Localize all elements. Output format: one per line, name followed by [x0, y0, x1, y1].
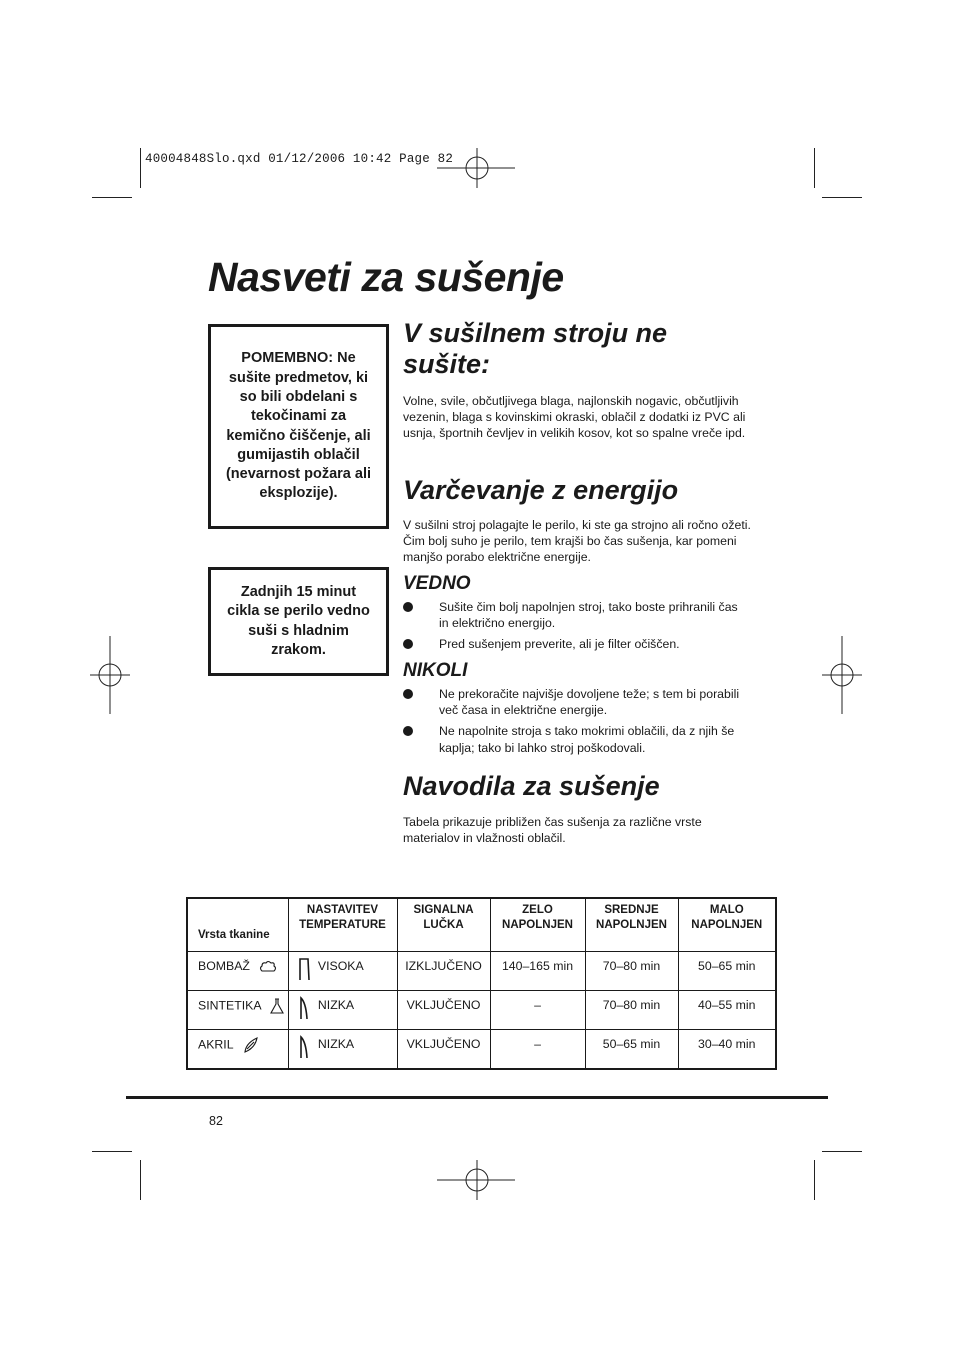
crop-mark: [814, 148, 815, 188]
always-list: [403, 599, 744, 658]
drying-time-table: [186, 897, 777, 1070]
cell-low-full: 50–65 min: [678, 952, 776, 991]
table-row: [187, 952, 776, 991]
cell-very-full: 140–165 min: [490, 952, 585, 991]
bullet-icon: [403, 726, 413, 736]
low-temperature-icon: [297, 995, 311, 1021]
crop-mark: [814, 1160, 815, 1200]
high-temperature-icon: [297, 956, 311, 982]
cell-fabric: BOMBAŽ: [187, 952, 288, 991]
cell-temperature: NIZKA: [288, 991, 397, 1030]
crop-mark: [92, 1151, 132, 1152]
header-very-full: ZELO NAPOLNJEN: [490, 898, 585, 952]
cell-medium-full: 50–65 min: [585, 1030, 678, 1070]
section-heading-instructions: Navodila za sušenje: [403, 771, 660, 801]
bullet-icon: [403, 602, 413, 612]
cell-temperature: NIZKA: [288, 1030, 397, 1070]
bullet-icon: [403, 639, 413, 649]
page-number: 82: [209, 1114, 223, 1128]
header-fabric-type: Vrsta tkanine: [187, 898, 288, 952]
page-title: Nasveti za sušenje: [208, 254, 564, 300]
cell-medium-full: 70–80 min: [585, 991, 678, 1030]
crop-mark: [822, 1151, 862, 1152]
cell-signal-light: IZKLJUČENO: [397, 952, 490, 991]
header-signal-light: SIGNALNA LUČKA: [397, 898, 490, 952]
header-low-full: MALO NAPOLNJEN: [678, 898, 776, 952]
cell-very-full: –: [490, 991, 585, 1030]
header-temperature: NASTAVITEV TEMPERATURE: [288, 898, 397, 952]
never-list: [403, 686, 744, 761]
crop-mark: [822, 197, 862, 198]
subheading-never: NIKOLI: [403, 660, 468, 681]
crop-mark: [92, 197, 132, 198]
synthetic-icon: [270, 998, 284, 1014]
cell-temperature: VISOKA: [288, 952, 397, 991]
footer-rule: [126, 1096, 828, 1099]
section-text-instructions: Tabela prikazuje približen čas sušenja za različne vrste materialov in vlažnosti oblačil.: [403, 815, 702, 846]
cooling-note-text: Zadnjih 15 minut cikla se perilo vedno suši s hladnim zrakom.: [227, 583, 370, 658]
cell-fabric: SINTETIKA: [187, 991, 288, 1030]
important-warning-text: POMEMBNO: Ne sušite predmetov, ki so bili obdelani s tekočinami za kemično čiščenje, ali gumijastih oblačil (nevarnost požara ali eksplozije).: [225, 350, 372, 502]
acrylic-icon: [243, 1037, 259, 1053]
cell-medium-full: 70–80 min: [585, 952, 678, 991]
section-text-energy: V sušilni stroj polagajte le perilo, ki ste ga strojno ali ročno ožeti. Čim bolj suho je perilo, tem krajši bo čas sušenja, kar pomeni manjšo porabo električne energije.: [403, 518, 751, 565]
registration-mark-icon: [90, 636, 130, 714]
cell-low-full: 30–40 min: [678, 1030, 776, 1070]
table-header-row: [187, 898, 776, 952]
subheading-always: VEDNO: [403, 573, 471, 594]
header-medium-full: SREDNJE NAPOLNJEN: [585, 898, 678, 952]
cotton-icon: [259, 960, 277, 974]
crop-mark: [140, 148, 141, 188]
cell-signal-light: VKLJUČENO: [397, 1030, 490, 1070]
cooling-note-box: [208, 567, 389, 676]
cell-very-full: –: [490, 1030, 585, 1070]
section-heading-energy: Varčevanje z energijo: [403, 475, 679, 505]
registration-mark-icon: [822, 636, 862, 714]
list-item: Sušite čim bolj napolnjen stroj, tako boste prihranili čas in električno energijo.: [403, 599, 744, 631]
crop-mark: [140, 1160, 141, 1200]
cell-signal-light: VKLJUČENO: [397, 991, 490, 1030]
cell-low-full: 40–55 min: [678, 991, 776, 1030]
cell-fabric: AKRIL: [187, 1030, 288, 1070]
low-temperature-icon: [297, 1034, 311, 1060]
registration-mark-icon: [437, 1160, 517, 1200]
section-text-no-dry: Volne, svile, občutljivega blaga, najlonskih nogavic, občutljivih vezenin, blaga s kovinskimi okraski, oblačil z dodatki iz PVC ali usnja, športnih čevljev in velikih kosov, kot so spalne vreče ipd.: [403, 394, 746, 441]
section-heading-no-dry: V sušilnem stroju ne sušite:: [403, 318, 668, 379]
list-item: Pred sušenjem preverite, ali je filter očiščen.: [403, 636, 744, 652]
table-row: [187, 991, 776, 1030]
table-row: [187, 1030, 776, 1070]
list-item: Ne prekoračite najvišje dovoljene teže; s tem bi porabili več časa in električne energije.: [403, 686, 744, 718]
important-warning-box: [208, 324, 389, 529]
print-slug: 40004848Slo.qxd 01/12/2006 10:42 Page 82: [145, 152, 454, 166]
bullet-icon: [403, 689, 413, 699]
list-item: Ne napolnite stroja s tako mokrimi oblačili, da z njih še kaplja; tako bi lahko stroj poškodovali.: [403, 723, 744, 755]
